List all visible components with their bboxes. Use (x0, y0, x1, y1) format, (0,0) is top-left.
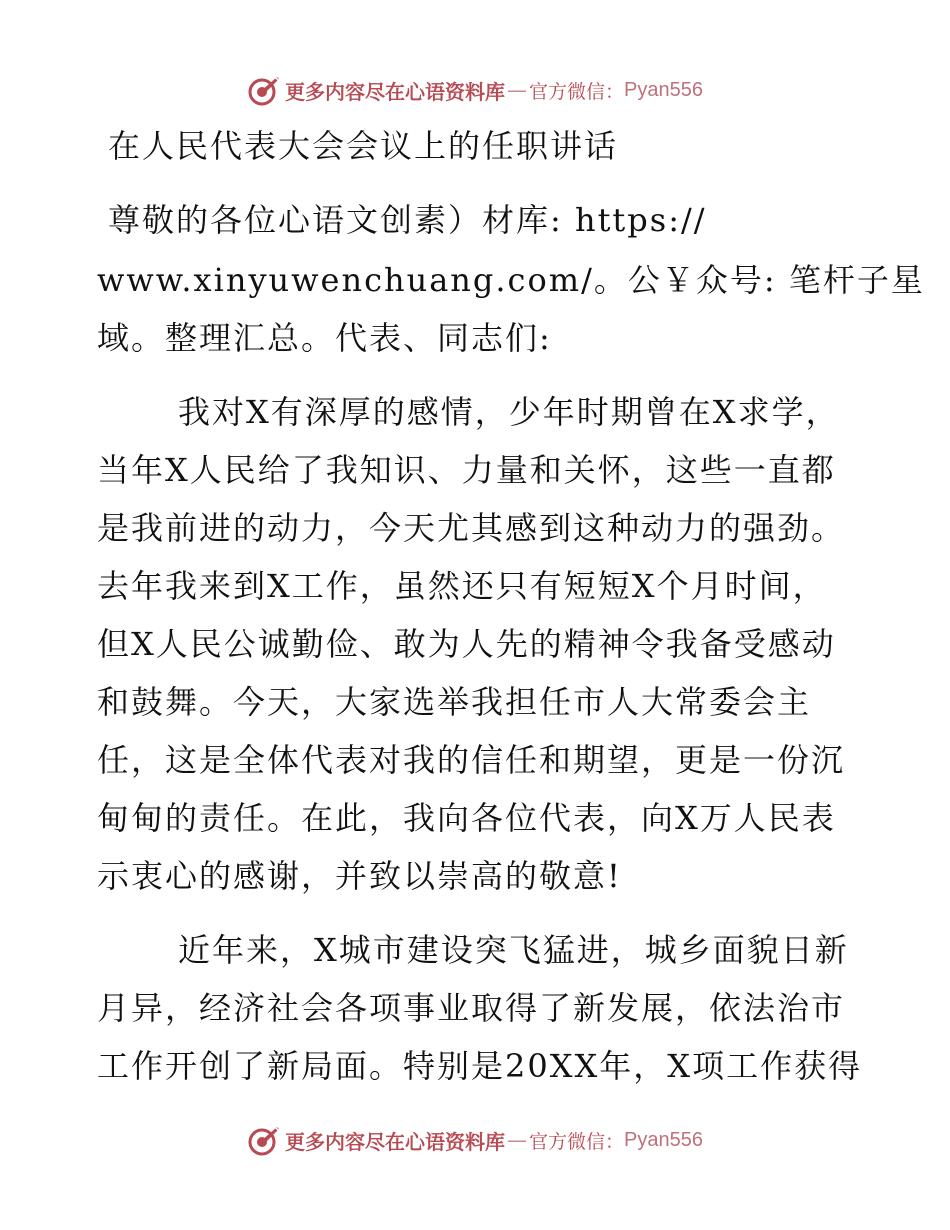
text-line-8: 但X人民公诚勤俭、敢为人先的精神令我备受感动 (97, 625, 836, 663)
watermark-wechat-id: Pyan556 (624, 78, 703, 101)
watermark-main-text: 更多内容尽在心语资料库 (285, 1129, 505, 1154)
text-line-13: 近年来，X城市建设突飞猛进，城乡面貌日新 (178, 931, 849, 969)
text-line-1: 尊敬的各位心语文创素）材库: https:// (108, 201, 707, 239)
watermark-content (247, 73, 703, 107)
watermark-banner-top (0, 70, 950, 110)
text-line-5: 当年X人民给了我知识、力量和关怀，这些一直都 (97, 451, 836, 489)
watermark-dash: — (507, 78, 527, 102)
watermark-wechat-id: Pyan556 (624, 1128, 703, 1151)
text-line-10: 任，这是全体代表对我的信任和期望，更是一份沉 (97, 741, 846, 779)
text-line-4: 我对X有深厚的感情，少年时期曾在X求学， (178, 393, 840, 431)
text-line-12: 示衷心的感谢，并致以崇高的敬意! (97, 857, 622, 895)
text-line-7: 去年我来到X工作，虽然还只有短短X个月时间， (97, 567, 827, 605)
text-line-15: 工作开创了新局面。特别是20XX年，X项工作获得 (97, 1047, 863, 1085)
text-line-14: 月异，经济社会各项事业取得了新发展，依法治市 (97, 989, 846, 1027)
watermark-sub-text: 官方微信： (529, 1130, 625, 1153)
watermark-sub-text: 官方微信： (529, 80, 625, 103)
pen-logo-icon (247, 73, 281, 107)
document-title: 在人民代表大会会议上的任职讲话 (108, 127, 619, 165)
watermark-banner-bottom (0, 1120, 950, 1160)
watermark-dash: — (507, 1128, 527, 1152)
text-line-9: 和鼓舞。今天，大家选举我担任市人大常委会主 (97, 683, 812, 721)
watermark-content (247, 1123, 703, 1157)
pen-logo-icon (247, 1123, 281, 1157)
text-line-2: www.xinyuwenchuang.com/。公￥众号: 笔杆子星 (97, 261, 925, 299)
watermark-main-text: 更多内容尽在心语资料库 (285, 79, 505, 104)
text-line-3: 域。整理汇总。代表、同志们: (97, 319, 552, 357)
text-line-11: 甸甸的责任。在此，我向各位代表，向X万人民表 (97, 799, 836, 837)
text-line-6: 是我前进的动力，今天尤其感到这种动力的强劲。 (97, 509, 846, 547)
